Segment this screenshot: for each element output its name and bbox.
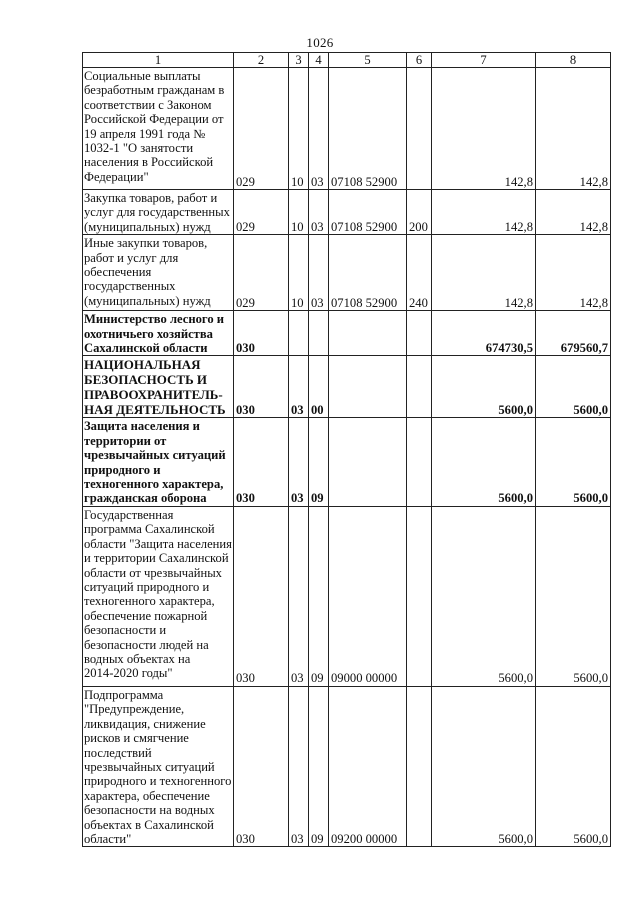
target-article-cell: 07108 52900 — [329, 68, 407, 190]
subsection-code-cell: 09 — [309, 686, 329, 846]
item-name-line: и территории Сахалинской — [84, 551, 229, 566]
item-name-line: Федерации" — [84, 169, 149, 184]
item-name-line: обеспечения — [84, 265, 152, 280]
item-name-line: безопасности людей на — [84, 637, 209, 652]
table-body — [83, 53, 611, 847]
item-name-line: Государственная — [84, 507, 174, 522]
column-header: 2 — [234, 53, 289, 68]
section-code-cell: 03 — [289, 418, 309, 506]
amount-year2-cell: 5600,0 — [536, 506, 611, 686]
subsection-code-cell: 03 — [309, 190, 329, 235]
ministry-code-cell: 030 — [234, 418, 289, 506]
column-header: 4 — [309, 53, 329, 68]
table-row — [83, 235, 611, 311]
target-article-cell — [329, 356, 407, 418]
table-row — [83, 506, 611, 686]
column-header: 3 — [289, 53, 309, 68]
expense-type-cell — [407, 686, 432, 846]
expense-type-cell: 200 — [407, 190, 432, 235]
item-name-line: последствий — [84, 745, 152, 760]
section-code-cell: 10 — [289, 190, 309, 235]
section-code-cell — [289, 311, 309, 356]
amount-year2-cell: 142,8 — [536, 235, 611, 311]
item-name-line: 19 апреля 1991 года № — [84, 126, 206, 141]
target-article-cell: 07108 52900 — [329, 190, 407, 235]
item-name-line: Подпрограмма — [84, 687, 164, 702]
target-article-cell: 09000 00000 — [329, 506, 407, 686]
table-row — [83, 686, 611, 846]
item-name-line: Иные закупки товаров, — [84, 236, 208, 251]
page-number: 1026 — [306, 35, 334, 50]
item-name-cell — [83, 686, 234, 846]
amount-year1-cell: 5600,0 — [432, 418, 536, 506]
amount-year1-cell: 142,8 — [432, 68, 536, 190]
ministry-code-cell: 029 — [234, 68, 289, 190]
ministry-code-cell: 030 — [234, 686, 289, 846]
item-name-line: 1032-1 "О занятости — [84, 141, 194, 156]
item-name-cell — [83, 235, 234, 311]
target-article-cell: 09200 00000 — [329, 686, 407, 846]
item-name-line: программа Сахалинской — [84, 522, 215, 537]
expense-type-cell — [407, 68, 432, 190]
item-name-cell — [83, 356, 234, 418]
budget-table — [82, 52, 611, 847]
subsection-code-cell: 03 — [309, 68, 329, 190]
item-name-cell — [83, 418, 234, 506]
item-name-line: ситуаций природного и — [84, 579, 210, 594]
item-name-line: характера, обеспечение — [84, 788, 210, 803]
item-name-line: природного и техногенного — [84, 774, 232, 789]
target-article-cell: 07108 52900 — [329, 235, 407, 311]
item-name-line: чрезвычайных ситуаций — [84, 448, 226, 463]
item-name-line: обеспечение пожарной — [84, 608, 208, 623]
item-name-line: Министерство лесного и — [84, 312, 225, 327]
section-code-cell: 10 — [289, 235, 309, 311]
item-name-line: Российской Федерации от — [84, 112, 224, 127]
amount-year1-cell: 142,8 — [432, 190, 536, 235]
ministry-code-cell: 030 — [234, 506, 289, 686]
item-name-line: НАЯ ДЕЯТЕЛЬНОСТЬ — [84, 402, 226, 418]
column-header: 1 — [83, 53, 234, 68]
column-number-row — [83, 53, 611, 68]
table-row — [83, 190, 611, 235]
item-name-line: объектах в Сахалинской — [84, 817, 214, 832]
expense-type-cell — [407, 506, 432, 686]
item-name-line: чрезвычайных ситуаций — [84, 759, 215, 774]
item-name-line: области" — [84, 831, 132, 846]
column-header: 6 — [407, 53, 432, 68]
amount-year1-cell: 5600,0 — [432, 686, 536, 846]
subsection-code-cell: 09 — [309, 418, 329, 506]
section-code-cell: 03 — [289, 506, 309, 686]
subsection-code-cell: 00 — [309, 356, 329, 418]
ministry-code-cell: 029 — [234, 190, 289, 235]
table-row — [83, 356, 611, 418]
amount-year1-cell: 674730,5 — [432, 311, 536, 356]
item-name-line: Социальные выплаты — [84, 69, 201, 83]
item-name-line: Закупка товаров, работ и — [84, 191, 218, 205]
expense-type-cell — [407, 356, 432, 418]
subsection-code-cell — [309, 311, 329, 356]
item-name-line: (муниципальных) нужд — [84, 219, 211, 234]
item-name-line: территории от — [84, 433, 167, 448]
item-name-line: 2014-2020 годы" — [84, 666, 173, 681]
ministry-code-cell: 030 — [234, 356, 289, 418]
item-name-line: области "Защита населения — [84, 536, 232, 551]
section-code-cell: 10 — [289, 68, 309, 190]
item-name-line: Сахалинской области — [84, 341, 208, 356]
column-header: 5 — [329, 53, 407, 68]
ministry-code-cell: 029 — [234, 235, 289, 311]
item-name-line: гражданская оборона — [84, 491, 207, 506]
column-header: 7 — [432, 53, 536, 68]
expense-type-cell — [407, 418, 432, 506]
item-name-line: (муниципальных) нужд — [84, 293, 211, 308]
table-row — [83, 311, 611, 356]
ministry-code-cell: 030 — [234, 311, 289, 356]
item-name-line: природного и — [84, 462, 161, 477]
amount-year1-cell: 5600,0 — [432, 356, 536, 418]
table-row — [83, 418, 611, 506]
item-name-line: ПРАВООХРАНИТЕЛЬ- — [84, 387, 223, 403]
item-name-line: техногенного характера, — [84, 594, 215, 609]
amount-year2-cell: 142,8 — [536, 190, 611, 235]
amount-year2-cell: 5600,0 — [536, 356, 611, 418]
amount-year1-cell: 5600,0 — [432, 506, 536, 686]
item-name-cell — [83, 506, 234, 686]
target-article-cell — [329, 418, 407, 506]
amount-year2-cell: 5600,0 — [536, 418, 611, 506]
column-header: 8 — [536, 53, 611, 68]
item-name-line: населения в Российской — [84, 155, 214, 170]
item-name-line: водных объектах на — [84, 651, 191, 666]
item-name-line: НАЦИОНАЛЬНАЯ — [84, 357, 201, 373]
item-name-line: соответствии с Законом — [84, 97, 212, 112]
item-name-line: Защита населения и — [84, 419, 200, 434]
item-name-line: "Предупреждение, — [84, 702, 185, 717]
expense-type-cell — [407, 311, 432, 356]
subsection-code-cell: 03 — [309, 235, 329, 311]
item-name-line: охотничьего хозяйства — [84, 326, 213, 341]
item-name-line: безработным гражданам в — [84, 83, 225, 98]
item-name-line: безопасности на водных — [84, 803, 215, 818]
amount-year1-cell: 142,8 — [432, 235, 536, 311]
item-name-line: работ и услуг для — [84, 250, 179, 265]
item-name-line: рисков и смягчение — [84, 731, 189, 746]
item-name-cell — [83, 190, 234, 235]
item-name-cell — [83, 311, 234, 356]
item-name-cell — [83, 68, 234, 190]
item-name-line: ликвидация, снижение — [84, 716, 206, 731]
subsection-code-cell: 09 — [309, 506, 329, 686]
amount-year2-cell: 679560,7 — [536, 311, 611, 356]
item-name-line: государственных — [84, 279, 176, 294]
section-code-cell: 03 — [289, 356, 309, 418]
expense-type-cell: 240 — [407, 235, 432, 311]
item-name-line: техногенного характера, — [84, 477, 224, 492]
item-name-line: БЕЗОПАСНОСТЬ И — [84, 372, 208, 388]
item-name-line: услуг для государственных — [84, 205, 230, 220]
target-article-cell — [329, 311, 407, 356]
amount-year2-cell: 5600,0 — [536, 686, 611, 846]
item-name-line: безопасности и — [84, 623, 167, 638]
item-name-line: области от чрезвычайных — [84, 565, 222, 580]
amount-year2-cell: 142,8 — [536, 68, 611, 190]
table-row — [83, 68, 611, 190]
section-code-cell: 03 — [289, 686, 309, 846]
